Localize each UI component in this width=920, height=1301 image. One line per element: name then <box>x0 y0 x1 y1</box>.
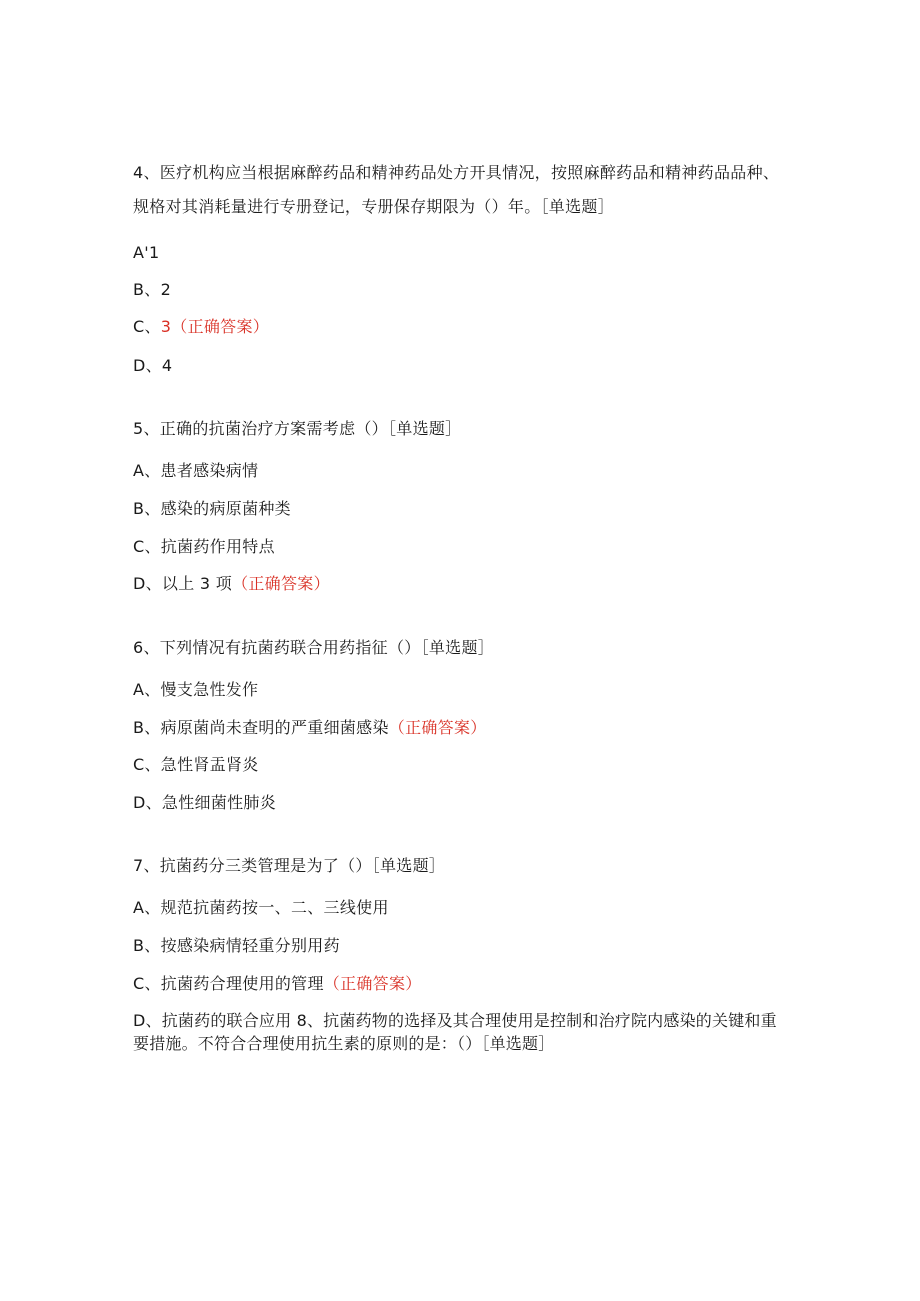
question-4-option-d: D、4 <box>133 356 173 375</box>
correct-answer-mark: （正确答案） <box>171 317 270 336</box>
option-label: C、 <box>133 317 161 336</box>
question-6-option-b <box>133 718 487 738</box>
option-text: C、抗菌药合理使用的管理 <box>133 974 324 993</box>
correct-answer-mark: （正确答案） <box>323 974 422 993</box>
question-7-option-c <box>133 974 422 994</box>
question-6-option-c: C、急性肾盂肾炎 <box>133 755 259 774</box>
option-text: D、以上 3 项 <box>133 574 233 593</box>
question-5-stem: 5、正确的抗菌治疗方案需考虑（）［单选题］ <box>133 419 462 438</box>
question-7-option-d-and-question-8-stem: D、抗菌药的联合应用 8、抗菌药物的选择及其合理使用是控制和治疗院内感染的关键和重要措施。不符合合理使用抗生素的原则的是：（）［单选题］ <box>133 1011 777 1053</box>
question-7-option-a: A、规范抗菌药按一、二、三线使用 <box>133 898 389 917</box>
question-6-option-a: A、慢支急性发作 <box>133 680 259 699</box>
question-7-option-b: B、按感染病情轻重分别用药 <box>133 936 340 955</box>
question-4-stem: 4、医疗机构应当根据麻醉药品和精神药品处方开具情况，按照麻醉药品和精神药品品种、规格对其消耗量进行专册登记，专册保存期限为（）年。［单选题］ <box>133 163 780 216</box>
question-4-option-b: B、2 <box>133 280 172 299</box>
question-5-option-a: A、患者感染病情 <box>133 461 259 480</box>
question-4-option-a: A'1 <box>133 243 160 262</box>
question-7-stem: 7、抗菌药分三类管理是为了（）［单选题］ <box>133 856 446 875</box>
question-5-option-d <box>133 574 330 594</box>
question-6-stem: 6、下列情况有抗菌药联合用药指征（）［单选题］ <box>133 638 495 657</box>
question-6-option-d: D、急性细菌性肺炎 <box>133 793 277 812</box>
correct-answer-mark: （正确答案） <box>232 574 330 593</box>
question-5-option-b: B、感染的病原菌种类 <box>133 499 291 518</box>
option-value: 3 <box>160 317 172 336</box>
question-5-option-c: C、抗菌药作用特点 <box>133 537 275 556</box>
question-4-option-c <box>133 317 269 337</box>
option-text: B、病原菌尚未查明的严重细菌感染 <box>133 718 389 737</box>
correct-answer-mark: （正确答案） <box>388 718 487 737</box>
